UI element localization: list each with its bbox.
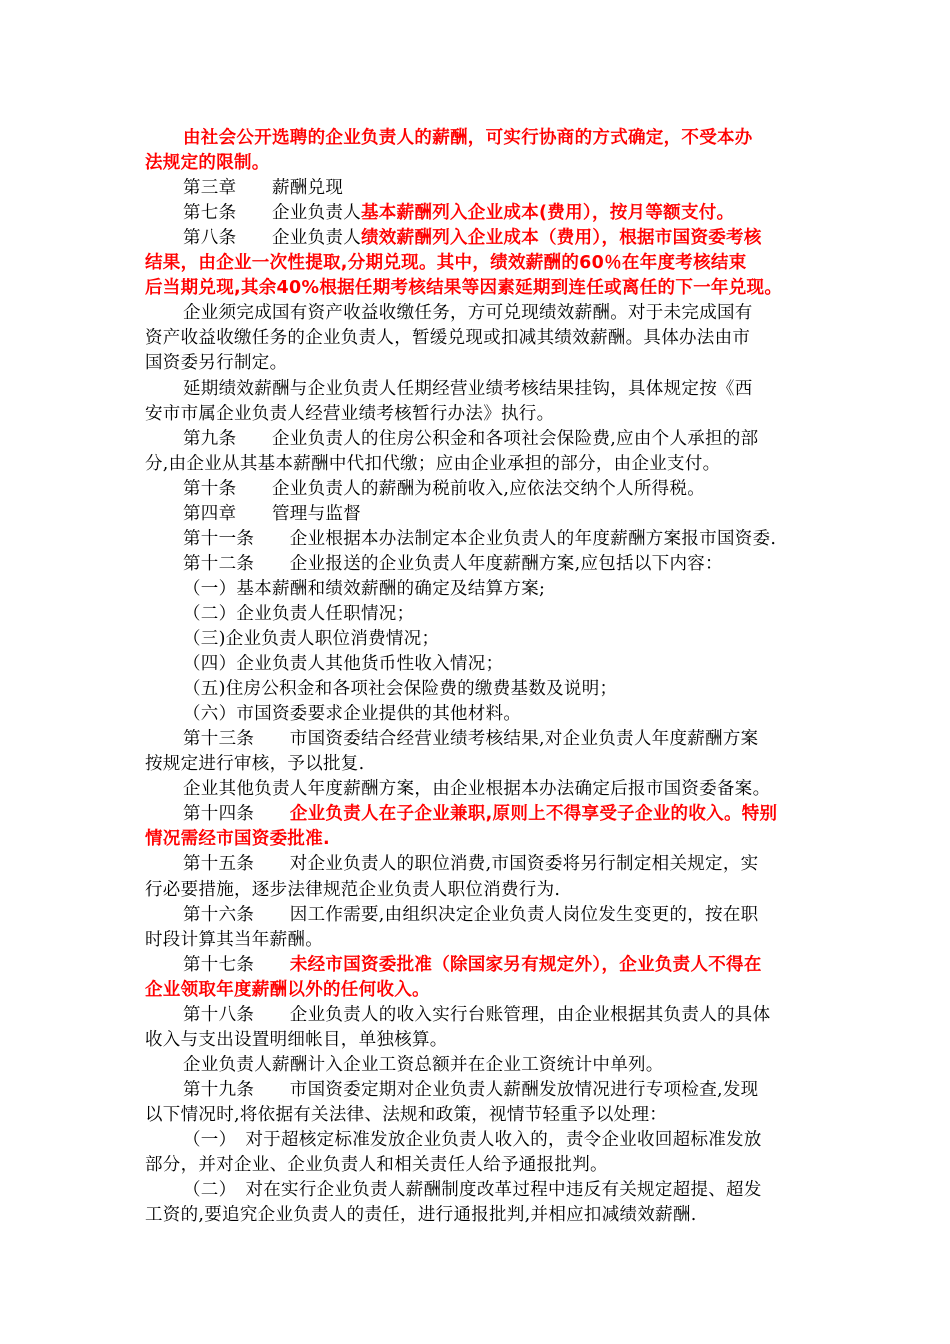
text-line	[145, 126, 863, 151]
body-text: （一）基本薪酬和绩效薪酬的确定及结算方案;	[183, 578, 546, 599]
body-text: 国资委另行制定。	[145, 353, 288, 374]
text-line	[145, 702, 863, 727]
body-text: 收入与支出设置明细帐目，单独核算。	[145, 1029, 448, 1050]
text-line	[145, 903, 863, 928]
emphasis-text: 由社会公开选聘的企业负责人的薪酬，可实行协商的方式确定，不受本办	[183, 128, 753, 148]
body-text: （五)住房公积金和各项社会保险费的缴费基数及说明；	[183, 679, 618, 700]
text-line	[145, 827, 825, 852]
body-text: 资产收益收缴任务的企业负责人，暂缓兑现或扣减其绩效薪酬。具体办法由市	[145, 328, 751, 349]
body-text: 第十六条 因工作需要,由组织决定企业负责人岗位发生变更的，按在职	[183, 904, 759, 925]
body-text: 第十二条 企业报送的企业负责人年度薪酬方案,应包括以下内容：	[183, 553, 723, 574]
text-line	[145, 251, 825, 276]
body-text: 延期绩效薪酬与企业负责人任期经营业绩考核结果挂钩，具体规定按《西	[183, 378, 753, 399]
text-line	[145, 852, 863, 877]
text-line	[145, 953, 863, 978]
body-text: 时段计算其当年薪酬。	[145, 929, 323, 950]
text-line	[145, 752, 825, 777]
text-line	[145, 878, 825, 903]
text-line	[145, 1153, 825, 1178]
text-line	[145, 151, 825, 176]
emphasis-text: 企业领取年度薪酬以外的任何收入。	[145, 979, 430, 1000]
body-text: 行必要措施，逐步法律规范企业负责人职位消费行为.	[145, 879, 561, 900]
emphasis-text: 企业负责人在子企业兼职,原则上不得享受子企业的收入。特别	[289, 804, 778, 825]
body-text: （二）企业负责人任职情况；	[183, 603, 415, 624]
text-line	[145, 326, 825, 351]
body-text: 部分，并对企业、企业负责人和相关责任人给予通报批判。	[145, 1155, 608, 1176]
emphasis-text: 结果，由企业一次性提取,分期兑现。其中，绩效薪酬的60％在年度考核结束	[145, 253, 747, 274]
body-text: （一） 对于超核定标准发放企业负责人收入的，责令企业收回超标准发放	[183, 1130, 762, 1150]
body-text: 第十三条 市国资委结合经营业绩考核结果,对企业负责人年度薪酬方案	[183, 729, 759, 750]
body-text: 第四章 管理与监督	[183, 503, 361, 524]
body-text: （二） 对在实行企业负责人薪酬制度改革过程中违反有关规定超提、超发	[183, 1180, 762, 1201]
emphasis-text: 基本薪酬列入企业成本(费用），按月等额支付。	[361, 203, 735, 224]
text-line	[145, 1078, 863, 1103]
body-text: 第十九条 市国资委定期对企业负责人薪酬发放情况进行专项检查,发现	[183, 1079, 759, 1100]
body-text: 工资的,要追究企业负责人的责任，进行通报批判,并相应扣减绩效薪酬.	[145, 1205, 697, 1226]
text-line	[145, 978, 825, 1003]
text-line	[145, 677, 863, 702]
text-line	[145, 577, 863, 602]
text-line	[145, 201, 863, 226]
text-line	[145, 351, 825, 376]
body-text: 第八条 企业负责人	[183, 228, 361, 249]
body-text: （四）企业负责人其他货币性收入情况；	[183, 654, 504, 675]
body-text: 第三章 薪酬兑现	[183, 178, 344, 199]
body-text: 第七条 企业负责人	[183, 203, 361, 224]
body-text: （六）市国资委要求企业提供的其他材料。	[183, 704, 522, 725]
body-text: 企业须完成国有资产收益收缴任务，方可兑现绩效薪酬。对于未完成国有	[183, 303, 753, 324]
text-line	[145, 652, 863, 677]
text-line	[145, 276, 825, 301]
text-line	[145, 1053, 863, 1078]
text-line	[145, 452, 825, 477]
body-text: （三)企业负责人职位消费情况；	[183, 629, 440, 649]
emphasis-text: 法规定的限制。	[145, 153, 270, 174]
text-line	[145, 502, 863, 527]
text-line	[145, 802, 863, 827]
body-text: 第十条 企业负责人的薪酬为税前收入,应依法交纳个人所得税。	[183, 478, 706, 499]
emphasis-text: 情况需经市国资委批准.	[145, 829, 330, 850]
text-line	[145, 777, 863, 802]
body-text: 第十一条 企业根据本办法制定本企业负责人的年度薪酬方案报市国资委.	[183, 528, 777, 549]
text-line	[145, 527, 863, 552]
body-text: 以下情况时,将依据有关法律、法规和政策，视情节轻重予以处理：	[145, 1104, 668, 1125]
text-line	[145, 377, 863, 402]
text-line	[145, 627, 863, 652]
emphasis-text: 未经市国资委批准（除国家另有规定外），企业负责人不得在	[289, 954, 762, 975]
text-line	[145, 1103, 825, 1128]
body-text: 安市市属企业负责人经营业绩考核暂行办法》执行。	[145, 403, 555, 424]
text-line	[145, 427, 863, 452]
text-line	[145, 402, 825, 427]
text-line	[145, 1003, 863, 1028]
body-text: 企业负责人薪酬计入企业工资总额并在企业工资统计中单列。	[183, 1054, 664, 1075]
body-text: 第九条 企业负责人的住房公积金和各项社会保险费,应由个人承担的部	[183, 428, 759, 449]
text-line	[145, 176, 863, 201]
emphasis-text: 后当期兑现,其余40%根据任期考核结果等因素延期到连任或离任的下一年兑现。	[145, 278, 783, 299]
body-text: 第十七条	[183, 954, 290, 975]
text-line	[145, 301, 863, 326]
text-line	[145, 727, 863, 752]
text-line	[145, 552, 863, 577]
body-text: 第十四条	[183, 804, 290, 825]
emphasis-text: 绩效薪酬列入企业成本（费用），根据市国资委考核	[361, 228, 762, 249]
body-text: 第十五条 对企业负责人的职位消费,市国资委将另行制定相关规定，实	[183, 854, 759, 875]
text-line	[145, 1128, 863, 1153]
text-line	[145, 602, 863, 627]
text-line	[145, 928, 825, 953]
text-line	[145, 1178, 863, 1203]
body-text: 第十八条 企业负责人的收入实行台账管理，由企业根据其负责人的具体	[183, 1004, 771, 1025]
text-line	[145, 1203, 825, 1228]
body-text: 分,由企业从其基本薪酬中代扣代缴；应由企业承担的部分，由企业支付。	[145, 453, 721, 474]
body-text: 企业其他负责人年度薪酬方案，由企业根据本办法确定后报市国资委备案。	[183, 779, 771, 800]
body-text: 按规定进行审核，予以批复.	[145, 754, 365, 775]
text-line	[145, 226, 863, 251]
text-line	[145, 1028, 825, 1053]
text-line	[145, 477, 863, 502]
